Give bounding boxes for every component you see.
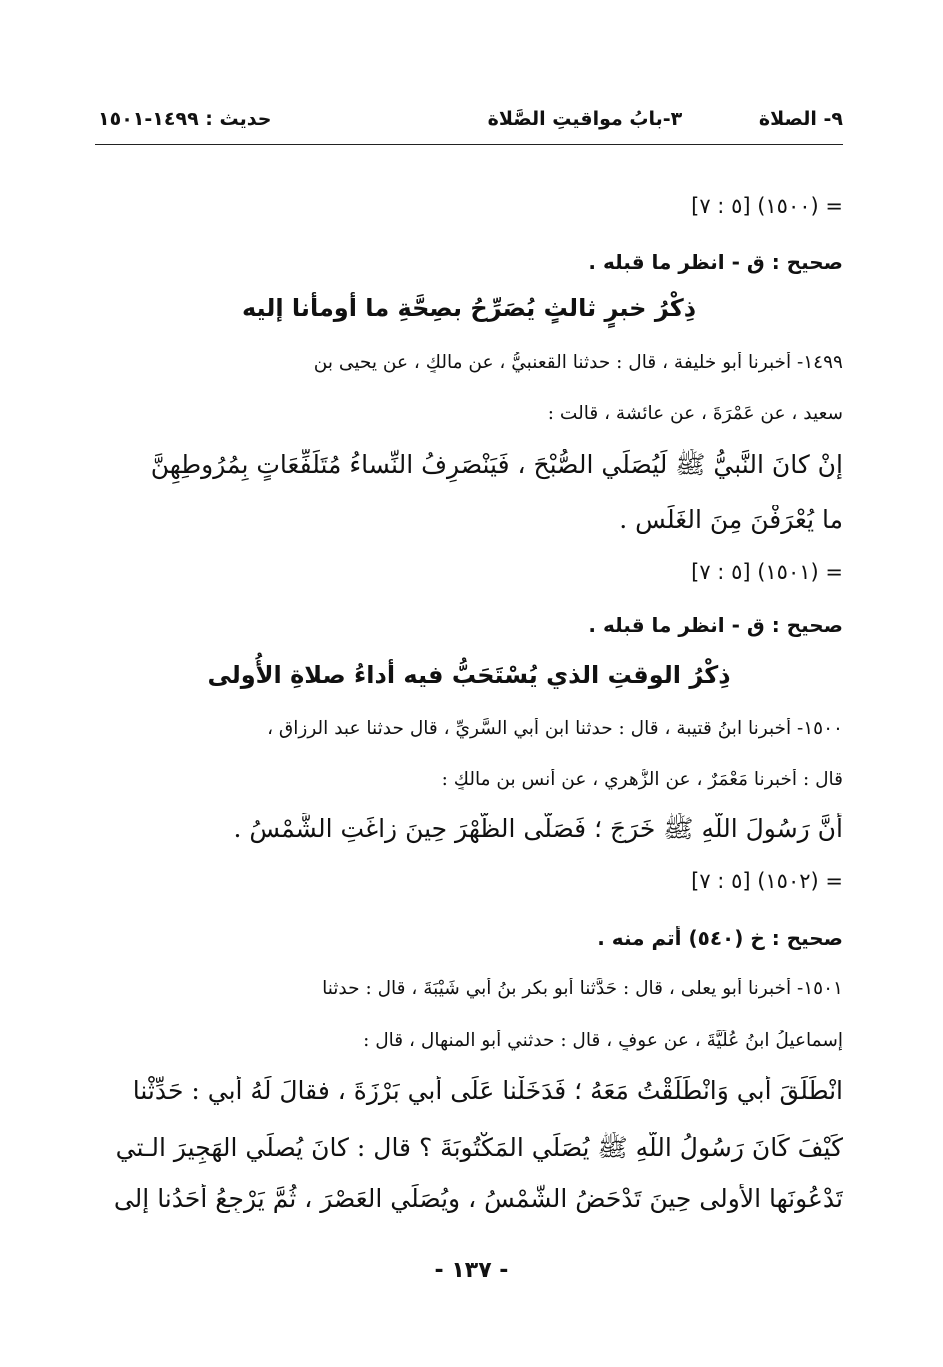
matn-line: انْطَلَقَ أَبي وَانْطَلَقْتُ مَعَهُ ؛ فَدَخَلْنا عَلَى أَبي بَرْزَةَ ، فقالَ لَهُ أَبي : حَدِّثْنا xyxy=(132,1076,843,1105)
running-header-right xyxy=(488,108,843,130)
matn-line: أَنَّ رَسُولَ اللّهِ ﷺ خَرَجَ ؛ فَصَلَّى الظُّهْرَ حِينَ زاغَتِ الشَّمْسُ . xyxy=(233,814,843,843)
hadith-range: حديث : ١٤٩٩-١٥٠١ xyxy=(98,108,272,130)
header-rule xyxy=(95,144,843,145)
cross-reference: = (١٥٠٢) [٥ : ٧] xyxy=(691,869,843,893)
section-heading: ذِكْرُ خبرٍ ثالثٍ يُصَرِّحُ بصِحَّةِ ما أومأنا إليه xyxy=(241,294,697,322)
matn-line: كَيْفَ كَانَ رَسُولُ اللّهِ ﷺ يُصَلِّي المَكْتُوبَةَ ؟ قال : كانَ يُصلِّي الهَجِيرَ الـتي xyxy=(115,1133,843,1162)
chapter-title: ٩- الصلاة xyxy=(758,108,843,130)
isnad-line: إسماعيلُ ابنُ عُلَيَّةَ ، عن عوفٍ ، قال : حدثني أبو المنهال ، قال : xyxy=(363,1030,843,1051)
matn-line: إنْ كانَ النَّبيُّ ﷺ لَيُصَلِّي الصُّبْحَ ، فَيَنْصَرِفُ النِّساءُ مُتَلَفِّعَاتٍ بِمُرُوطِهِنَّ xyxy=(150,450,843,479)
isnad-line: ١٥٠١- أخبرنا أبو يعلى ، قال : حَدَّثنا أبو بكر بنُ أبي شَيْبَةَ ، قال : حدثنا xyxy=(322,978,843,999)
isnad-line: ١٤٩٩- أخبرنا أبو خليفة ، قال : حدثنا القعنبيُّ ، عن مالكٍ ، عن يحيى بن xyxy=(313,352,843,373)
section-title: ٣-بابُ مواقيتِ الصَّلاة xyxy=(487,108,683,130)
matn-line: تَدْعُونَها الأُولى حِينَ تَدْحَضُ الشَّمْسُ ، ويُصَلِّي العَصْرَ ، ثُمَّ يَرْجِعُ أَحَدُنا إلى xyxy=(113,1184,843,1213)
cross-reference: = (١٥٠١) [٥ : ٧] xyxy=(691,560,843,584)
section-heading: ذِكْرُ الوقتِ الذي يُسْتَحَبُّ فيه أداءُ صلاةِ الأُولى xyxy=(207,661,731,689)
grading-note: صحيح : خ (٥٤٠) أتم منه . xyxy=(597,926,843,950)
grading-note: صحيح : ق - انظر ما قبله . xyxy=(588,613,843,637)
isnad-line: سعيد ، عن عَمْرَةَ ، عن عائشة ، قالت : xyxy=(547,403,843,424)
isnad-line: ١٥٠٠- أخبرنا ابنُ قتيبة ، قال : حدثنا ابن أبي السَّرِيِّ ، قال حدثنا عبد الرزاق ، xyxy=(267,718,843,739)
isnad-line: قال : أخبرنا مَعْمَرٌ ، عن الزُّهري ، عن أنس بن مالكٍ : xyxy=(441,769,843,790)
matn-line: ما يُعْرَفْنَ مِنَ الغَلَسِ . xyxy=(619,505,843,534)
page-number: - ١٣٧ - xyxy=(434,1258,509,1283)
grading-note: صحيح : ق - انظر ما قبله . xyxy=(588,250,843,274)
cross-reference: = (١٥٠٠) [٥ : ٧] xyxy=(691,194,843,218)
